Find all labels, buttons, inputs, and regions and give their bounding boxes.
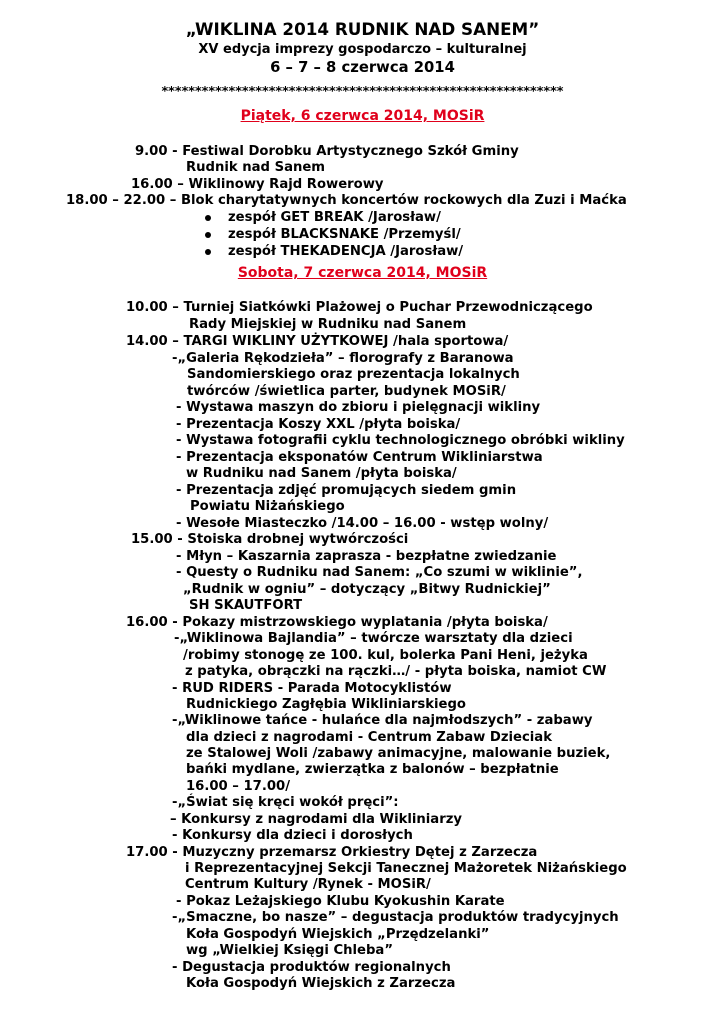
schedule-line: Sandomierskiego oraz prezentacja lokalnych (187, 367, 520, 382)
bullet-icon (205, 215, 211, 221)
schedule-line: Koła Gospodyń Wiejskich z Zarzecza (186, 976, 456, 991)
schedule-line: w Rudniku nad Sanem /płyta boiska/ (186, 466, 457, 481)
schedule-line: „Rudnik w ogniu” – dotyczący „Bitwy Rudnickiej” (183, 582, 551, 597)
band-item: zespół BLACKSNAKE /Przemyśl/ (228, 227, 461, 242)
event-dates: 6 – 7 – 8 czerwca 2014 (270, 59, 455, 76)
schedule-line: - Pokaz Leżajskiego Klubu Kyokushin Karate (176, 894, 505, 909)
schedule-line: 14.00 – TARGI WIKLINY UŻYTKOWEJ /hala sportowa/ (126, 334, 509, 349)
schedule-line: Powiatu Niżańskiego (190, 499, 345, 514)
bullet-icon (205, 249, 211, 255)
schedule-line: bańki mydlane, zwierzątka z balonów – bezpłatnie (186, 762, 559, 777)
schedule-line: - Wesołe Miasteczko /14.00 – 16.00 - wstęp wolny/ (176, 516, 549, 531)
schedule-line: - RUD RIDERS - Parada Motocyklistów (172, 681, 452, 696)
schedule-line: Rady Miejskiej w Rudniku nad Sanem (189, 317, 467, 332)
schedule-line: -„Galeria Rękodzieła” – florografy z Baranowa (172, 351, 514, 366)
schedule-line: – Konkursy z nagrodami dla Wikliniarzy (170, 812, 462, 827)
schedule-line: 9.00 - Festiwal Dorobku Artystycznego Szkół Gminy (135, 144, 519, 159)
bullet-icon (205, 232, 211, 238)
schedule-line: dla dzieci z nagrodami - Centrum Zabaw Dzieciak (186, 730, 552, 745)
asterisk-separator: ************************************************************ (161, 84, 564, 99)
schedule-line: - Wystawa fotografii cyklu technologicznego obróbki wikliny (176, 433, 625, 448)
schedule-line: SH SKAUTFORT (189, 598, 303, 613)
schedule-line: -„Świat się kręci wokół pręci”: (172, 795, 399, 810)
document-title: „WIKLINA 2014 RUDNIK NAD SANEM” (185, 19, 540, 39)
schedule-line: - Prezentacja eksponatów Centrum Wikliniarstwa (176, 450, 543, 465)
schedule-line: - Konkursy dla dzieci i dorosłych (172, 828, 413, 843)
schedule-line: - Prezentacja Koszy XXL /płyta boiska/ (176, 417, 461, 432)
schedule-line: ze Stalowej Woli /zabawy animacyjne, malowanie buziek, (186, 746, 611, 761)
schedule-line: twórców /świetlica parter, budynek MOSiR/ (187, 384, 506, 399)
schedule-line: 10.00 – Turniej Siatkówki Plażowej o Puchar Przewodniczącego (126, 300, 593, 315)
schedule-line: - Questy o Rudniku nad Sanem: „Co szumi w wiklinie”, (176, 565, 583, 580)
schedule-line: 15.00 - Stoiska drobnej wytwórczości (131, 532, 409, 547)
schedule-line: Rudnickiego Zagłębia Wikliniarskiego (186, 697, 466, 712)
schedule-line: Rudnik nad Sanem (186, 160, 326, 175)
band-item: zespół THEKADENCJA /Jarosław/ (228, 244, 464, 259)
schedule-line: - Młyn – Kaszarnia zaprasza - bezpłatne zwiedzanie (176, 549, 557, 564)
schedule-line: 16.00 – Wiklinowy Rajd Rowerowy (131, 177, 384, 192)
schedule-line: - Prezentacja zdjęć promujących siedem gmin (176, 483, 517, 498)
schedule-line: Koła Gospodyń Wiejskich „Przędzelanki” (186, 927, 490, 942)
saturday-heading: Sobota, 7 czerwca 2014, MOSiR (237, 265, 488, 281)
band-item: zespół GET BREAK /Jarosław/ (228, 210, 441, 225)
schedule-line: - Wystawa maszyn do zbioru i pielęgnacji wikliny (176, 400, 541, 415)
document-subtitle: XV edycja imprezy gospodarczo – kulturalnej (198, 42, 527, 57)
schedule-line: -„Wiklinowa Bajlandia” – twórcze warsztaty dla dzieci (174, 631, 573, 646)
schedule-line: 18.00 – 22.00 – Blok charytatywnych koncertów rockowych dla Zuzi i Maćka (66, 193, 627, 208)
friday-heading: Piątek, 6 czerwca 2014, MOSiR (240, 108, 485, 124)
schedule-line: - Degustacja produktów regionalnych (172, 960, 451, 975)
schedule-line: i Reprezentacyjnej Sekcji Tanecznej Mażoretek Niżańskiego (185, 861, 627, 876)
schedule-line: -„Smaczne, bo nasze” – degustacja produktów tradycyjnych (172, 910, 619, 925)
schedule-line: -„Wiklinowe tańce - hulańce dla najmłodszych” - zabawy (172, 713, 593, 728)
schedule-line: 16.00 - Pokazy mistrzowskiego wyplatania /płyta boiska/ (126, 615, 548, 630)
schedule-line: 16.00 – 17.00/ (186, 779, 291, 794)
schedule-line: 17.00 - Muzyczny przemarsz Orkiestry Dętej z Zarzecza (126, 845, 538, 860)
schedule-line: z patyka, obrączki na rączki…/ - płyta boiska, namiot CW (185, 664, 607, 679)
schedule-line: wg „Wielkiej Księgi Chleba” (186, 943, 393, 958)
schedule-line: /robimy stonogę ze 100. kul, bolerka Pani Heni, jeżyka (183, 648, 588, 663)
schedule-line: Centrum Kultury /Rynek - MOSiR/ (185, 877, 431, 892)
